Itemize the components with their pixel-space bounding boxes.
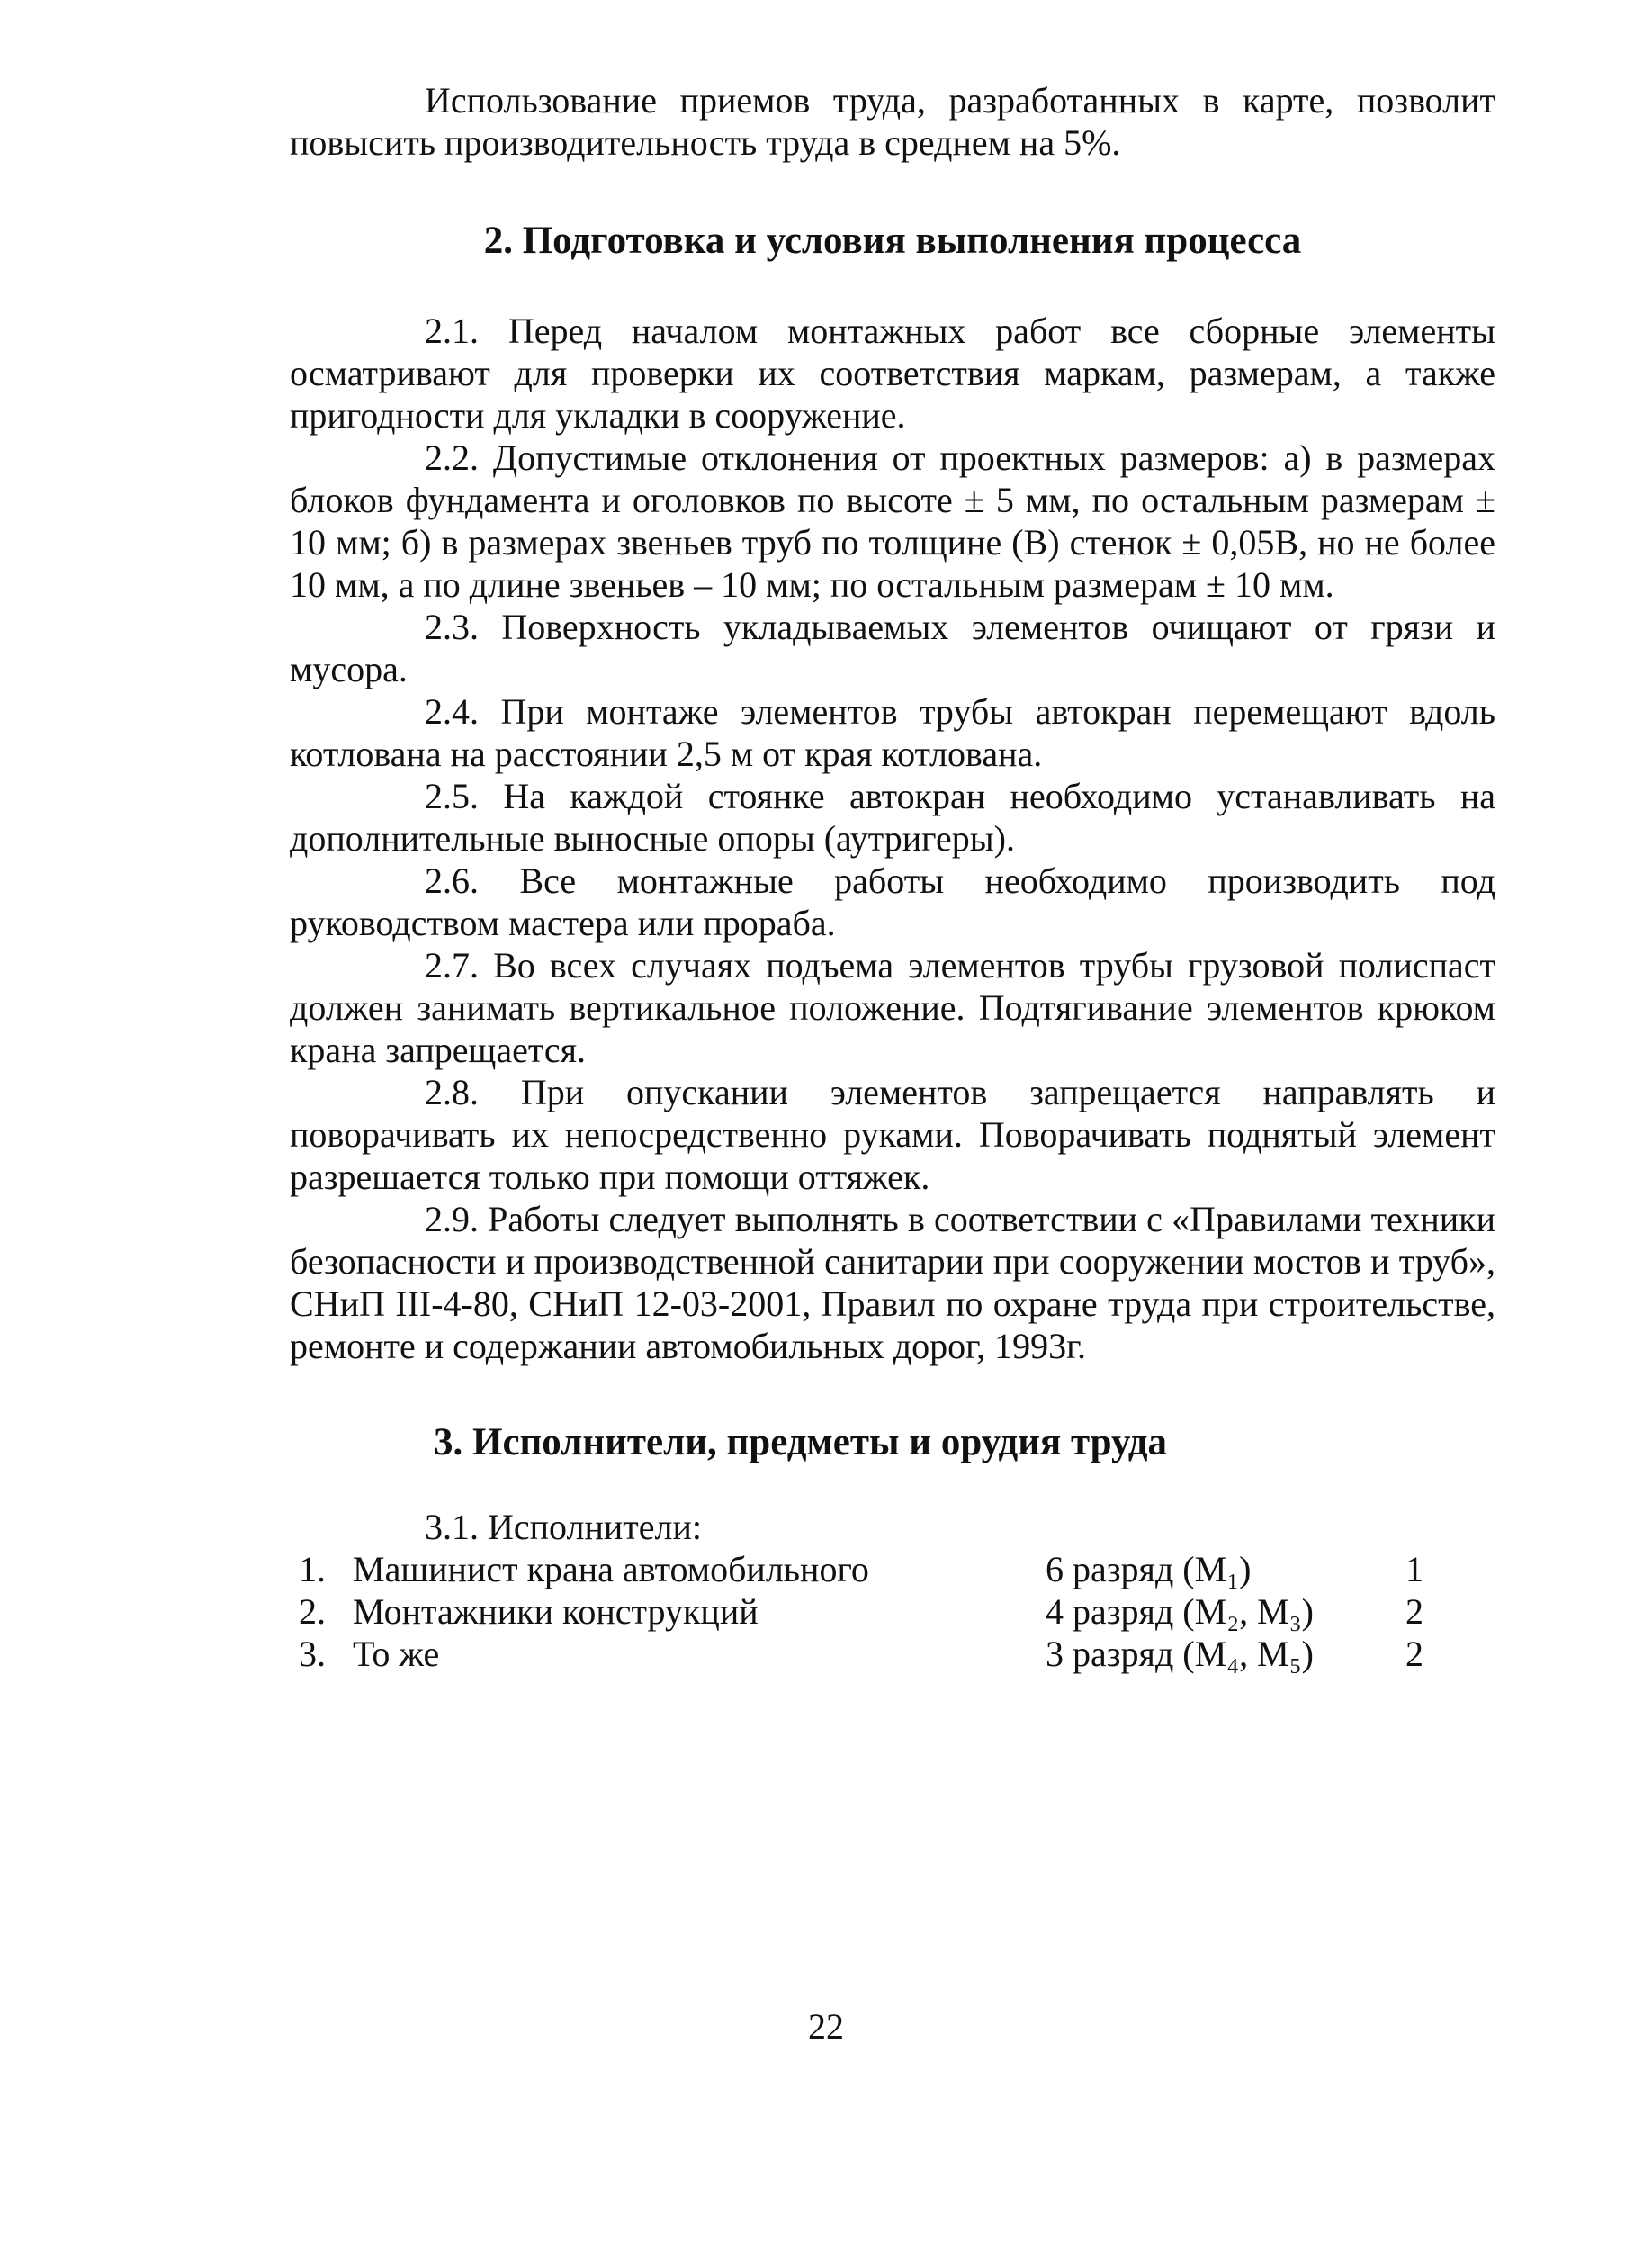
table-row — [245, 1590, 1423, 1633]
table-row — [245, 1633, 1423, 1675]
row-number: 1. — [299, 1549, 326, 1589]
row-count: 1 — [1405, 1549, 1423, 1589]
row-role: Машинист крана автомобильного — [353, 1549, 869, 1589]
row-role: То же — [353, 1634, 440, 1674]
row-grade: 3 разряд (М₄, М₅) — [1046, 1634, 1314, 1674]
table-row — [245, 1548, 1423, 1590]
item-2-9: 2.9. Работы следует выполнять в соответствии с «Правилами техники безопасности и производственной санитарии при сооружении мостов и труб», СНиП III-4-80, СНиП 12-03-2001, Правил по охране труда при строительстве, ремонте и содержании автомобильных дорог, 1993г. — [290, 1199, 1495, 1366]
item-2-5: 2.5. На каждой стоянке автокран необходимо устанавливать на дополнительные выносные опоры (аутригеры). — [290, 776, 1495, 859]
item-2-7: 2.7. Во всех случаях подъема элементов трубы грузовой полиспаст должен занимать вертикальное положение. Подтягивание элементов крюком крана запрещается. — [290, 945, 1495, 1070]
item-2-4: 2.4. При монтаже элементов трубы автокран перемещают вдоль котлована на расстоянии 2,5 м от края котлована. — [290, 691, 1495, 774]
item-2-1: 2.1. Перед началом монтажных работ все сборные элементы осматривают для проверки их соответствия маркам, размерам, а также пригодности для укладки в сооружение. — [290, 310, 1495, 436]
row-number: 2. — [299, 1591, 326, 1632]
staff-table — [245, 1548, 1423, 1675]
item-2-2: 2.2. Допустимые отклонения от проектных размеров: а) в размерах блоков фундамента и оголовков по высоте ± 5 мм, по остальным размерам ± 10 мм; б) в размерах звеньев труб по толщине (В) стенок ± 0,05В, но не более 10 мм, а по длине звеньев – 10 мм; по остальным размерам ± 10 мм. — [290, 437, 1495, 605]
section-2-heading: 2. Подготовка и условия выполнения процесса — [483, 220, 1302, 262]
section-3-1-subtitle: 3.1. Исполнители: — [425, 1507, 703, 1547]
page-number: 22 — [808, 2006, 844, 2047]
section-3-heading: 3. Исполнители, предметы и орудия труда — [434, 1421, 1168, 1463]
row-grade: 6 разряд (М₁) — [1046, 1549, 1252, 1589]
item-2-6: 2.6. Все монтажные работы необходимо производить под руководством мастера или прораба. — [290, 860, 1495, 943]
item-2-3: 2.3. Поверхность укладываемых элементов очищают от грязи и мусора. — [290, 607, 1495, 689]
row-count: 2 — [1405, 1591, 1423, 1632]
intro-paragraph: Использование приемов труда, разработанных в карте, позволит повысить производительность труда в среднем на 5%. — [290, 80, 1495, 163]
item-2-8: 2.8. При опускании элементов запрещается направлять и поворачивать их непосредственно руками. Поворачивать поднятый элемент разрешается только при помощи оттяжек. — [290, 1072, 1495, 1197]
row-role: Монтажники конструкций — [353, 1591, 759, 1632]
row-grade: 4 разряд (М₂, М₃) — [1046, 1591, 1314, 1632]
row-number: 3. — [299, 1634, 326, 1674]
document-page — [290, 79, 1495, 1675]
row-count: 2 — [1405, 1634, 1423, 1674]
